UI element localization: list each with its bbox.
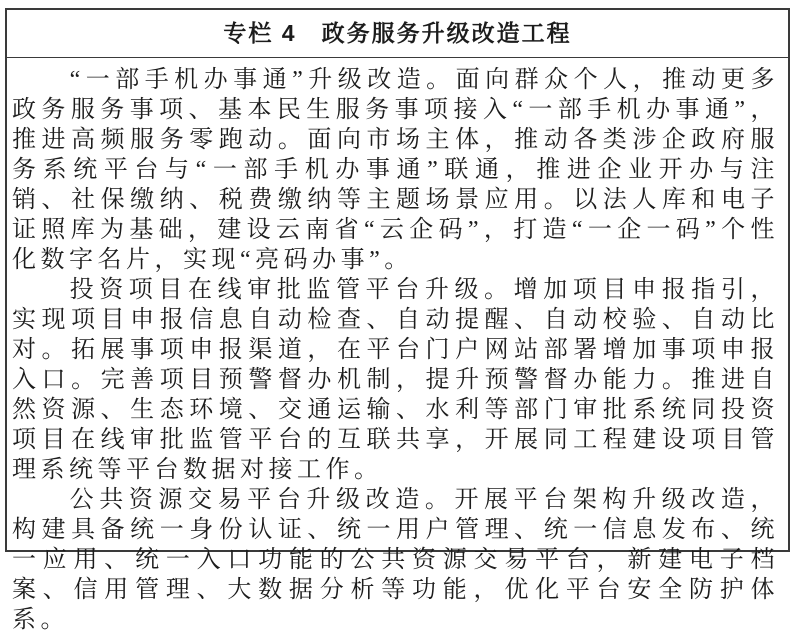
paragraph-public-resource-platform-upgrade [12, 485, 779, 635]
paragraph-1-lead: “一部手机办事通”升级改造。 [69, 67, 456, 93]
paragraph-3-lead: 公共资源交易平台升级改造。 [69, 487, 455, 513]
panel-body [7, 58, 788, 635]
column-panel [5, 8, 790, 633]
paragraph-mobile-app-upgrade [12, 65, 779, 275]
paragraph-1-text: 面向群众个人，推动更多政务服务事项、基本民生服务事项接入“一部手机办事通”，推进高频服务零跑动。面向市场主体，推动各类涉企政府服务系统平台与“一部手机办事通”联通，推进企业开办与注销、社保缴纳、税费缴纳等主题场景应用。以法人库和电子证照库为基础，建设云南省“云企码”，打造“一企一码”个性化数字名片，实现“亮码办事”。 [12, 67, 780, 273]
paragraph-3-text: 开展平台架构升级改造，构建具备统一身份认证、统一用户管理、统一信息发布、统一应用、统一入口功能的公共资源交易平台，新建电子档案、信用管理、大数据分析等功能，优化平台安全防护体系。 [12, 487, 779, 633]
paragraph-2-text: 增加项目申报指引，实现项目申报信息自动检查、自动提醒、自动校验、自动比对。拓展事项申报渠道，在平台门户网站部署增加事项申报入口。完善项目预警督办机制，提升预警督办能力。推进自然资源、生态环境、交通运输、水利等部门审批系统同投资项目在线审批监管平台的互联共享，开展同工程建设项目管理系统等平台数据对接工作。 [12, 277, 780, 483]
panel-title: 专栏 4 政务服务升级改造工程 [7, 10, 788, 58]
paragraph-2-lead: 投资项目在线审批监管平台升级。 [69, 277, 514, 303]
paragraph-investment-platform-upgrade [12, 275, 779, 485]
